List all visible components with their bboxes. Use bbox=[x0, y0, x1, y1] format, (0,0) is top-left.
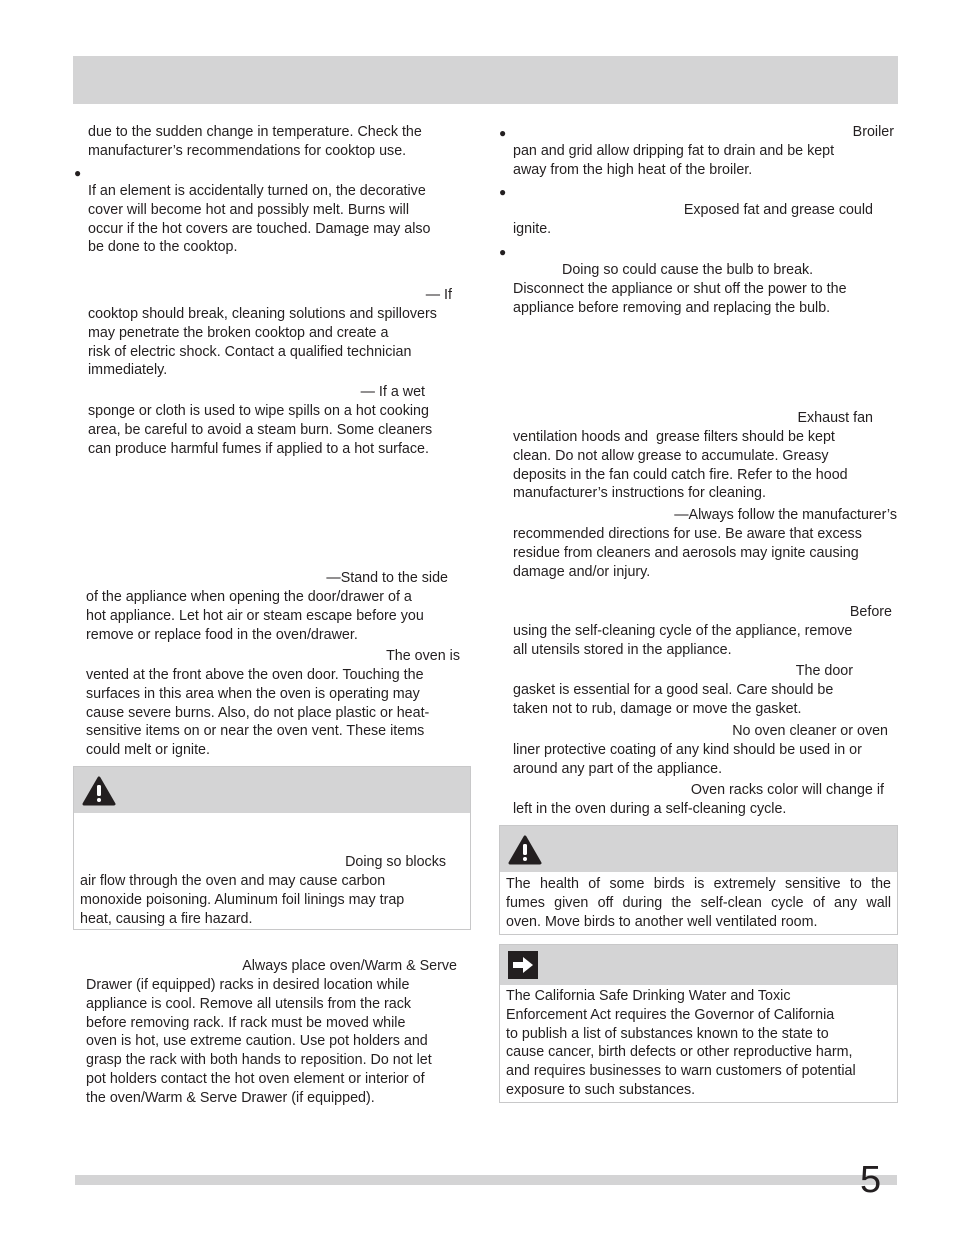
page-number: 5 bbox=[860, 1159, 882, 1201]
paragraph-broiler: pan and grid allow dripping fat to drain and be kept away from the high heat of the broiler. bbox=[513, 143, 835, 178]
paragraph-door-gasket: gasket is essential for a good seal. Care should be taken not to rub, damage or move the gasket. bbox=[513, 682, 834, 717]
caution-head: Doing so blocks bbox=[345, 854, 446, 870]
footer-band bbox=[75, 1175, 897, 1185]
paragraph-head: —Stand to the side bbox=[326, 570, 448, 586]
paragraph-head: Always place oven/Warm & Serve bbox=[242, 958, 457, 974]
paragraph-head: Exposed fat and grease could bbox=[683, 202, 873, 218]
caution-box-header bbox=[500, 826, 897, 872]
notice-box-header bbox=[500, 945, 897, 985]
header-band bbox=[73, 56, 898, 104]
paragraph-decorative-cover: If an element is accidentally turned on, the decorative cover will become hot and possibly melt. Burns will occur if the hot covers are touched. Damage may also be done to the cooktop. bbox=[88, 183, 431, 256]
paragraph-oven-vent: vented at the front above the oven door. Touching the surfaces in this area when the oven is operating may cause severe burns. Also, do not place plastic or heat- sensitive items on or near the oven vent. These items could melt or ignite. bbox=[86, 667, 430, 759]
paragraph-broken-cooktop: cooktop should break, cleaning solutions and spillovers may penetrate the broken cooktop and create a risk of electric shock. Contact a qualified technician immediately. bbox=[88, 306, 437, 379]
paragraph-oven-cleaner: liner protective coating of any kind should be used in or around any part of the appliance. bbox=[513, 742, 862, 777]
prop65-text: The California Safe Drinking Water and Toxic Enforcement Act requires the Governor of California to publish a list of substances known to the state to cause cancer, birth defects or other reproductive harm, and requires businesses to warn customers of potential exposure to such substances. bbox=[506, 988, 856, 1098]
bullet-icon: ● bbox=[499, 185, 507, 199]
caution-text: air flow through the oven and may cause carbon monoxide poisoning. Aluminum foil linings may trap heat, causing a fire hazard. bbox=[80, 873, 405, 927]
paragraph-head: No oven cleaner or oven bbox=[732, 723, 888, 739]
arrow-right-icon bbox=[508, 951, 538, 979]
bullet-icon: ● bbox=[499, 245, 507, 259]
bullet-icon: ● bbox=[499, 126, 507, 140]
paragraph-fat-grease: ignite. bbox=[513, 221, 552, 237]
paragraph-head: Before bbox=[849, 604, 892, 620]
warning-triangle-icon bbox=[508, 835, 542, 865]
paragraph-head: Broiler bbox=[852, 124, 894, 140]
warning-triangle-icon bbox=[82, 776, 116, 806]
paragraph-head: Oven racks color will change if bbox=[690, 782, 884, 798]
paragraph-exhaust-fan: ventilation hoods and grease filters should be kept clean. Do not allow grease to accumulate. Greasy deposits in the fan could catch fire. Refer to the hood manufacturer’s instructions for cleaning. bbox=[513, 429, 848, 502]
paragraph-head: — If a wet bbox=[360, 384, 425, 400]
paragraph-stand-aside: of the appliance when opening the door/drawer of a hot appliance. Let hot air or steam escape before you remove or replace food in the oven/drawer. bbox=[86, 589, 424, 643]
paragraph-steam-burn: sponge or cloth is used to wipe spills on a hot cooking area, be careful to avoid a steam burn. Some cleaners can produce harmful fumes if applied to a hot surface. bbox=[88, 403, 433, 457]
caution-box-birds bbox=[499, 825, 898, 935]
paragraph-head: — If bbox=[425, 287, 452, 303]
paragraph-head: The door bbox=[795, 663, 853, 679]
paragraph-rack-color: left in the oven during a self-cleaning cycle. bbox=[513, 801, 787, 817]
paragraph-cleaners: recommended directions for use. Be aware that excess residue from cleaners and aerosols may ignite causing damage and/or injury. bbox=[513, 526, 862, 580]
notice-box-prop65 bbox=[499, 944, 898, 1103]
caution-box-foil bbox=[73, 766, 471, 930]
paragraph-head: Doing so could cause the bulb to break. bbox=[562, 262, 814, 278]
paragraph-utensils: using the self-cleaning cycle of the appliance, remove all utensils stored in the appliance. bbox=[513, 623, 853, 658]
paragraph-head: —Always follow the manufacturer’s bbox=[674, 507, 897, 523]
paragraph-bulb: Disconnect the appliance or shut off the power to the appliance before removing and replacing the bulb. bbox=[513, 281, 847, 316]
paragraph-head: The oven is bbox=[386, 648, 460, 664]
caution-box-header bbox=[74, 767, 470, 813]
bullet-icon: ● bbox=[74, 166, 82, 180]
paragraph-oven-racks: Drawer (if equipped) racks in desired location while appliance is cool. Remove all utensils from the rack before removing rack. If rack must be moved while oven is hot, use extreme caution. Use pot holders and grasp the rack with both hands to reposition. Do not let pot holders contact the hot oven element or interior of the oven/Warm & Serve Drawer (if equipped). bbox=[86, 977, 432, 1106]
paragraph-head: Exhaust fan bbox=[797, 410, 873, 426]
paragraph-cooktop-temperature: due to the sudden change in temperature. Check the manufacturer’s recommendations for cooktop use. bbox=[88, 124, 422, 159]
birds-text: The health of some birds is extremely sensitive to the fumes given off during the self-clean cycle of any wall oven. Move birds to another well ventilated room. bbox=[506, 876, 891, 930]
